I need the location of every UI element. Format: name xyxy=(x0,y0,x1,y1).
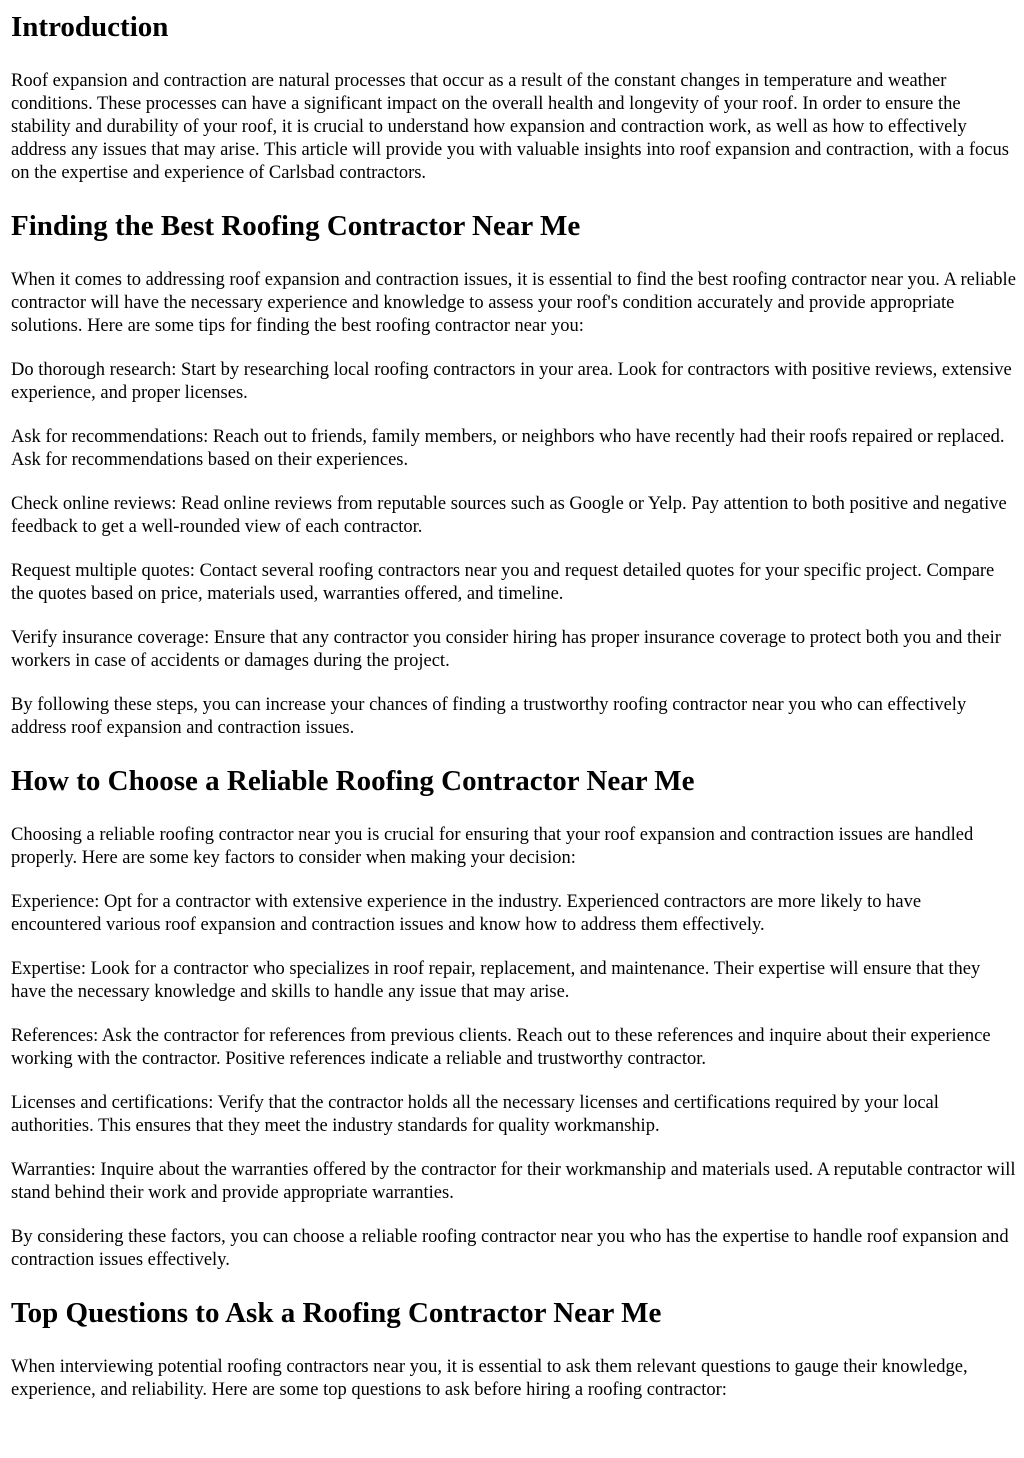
paragraph: Experience: Opt for a contractor with extensive experience in the industry. Experienced contractors are more likely to have encountered various roof expansion and contraction issues and know how to address them effectively. xyxy=(11,892,922,935)
section-heading-top-questions: Top Questions to Ask a Roofing Contractor Near Me xyxy=(11,1297,662,1329)
paragraph: By following these steps, you can increase your chances of finding a trustworthy roofing contractor near you who can effectively address roof expansion and contraction issues. xyxy=(11,695,967,738)
paragraph: Roof expansion and contraction are natural processes that occur as a result of the constant changes in temperature and weather conditions. These processes can have a significant impact on the overall health and longevity of your roof. In order to ensure the stability and durability of your roof, it is crucial to understand how expansion and contraction work, as well as how to effectively address any issues that may arise. This article will provide you with valuable insights into roof expansion and contraction, with a focus on the expertise and experience of Carlsbad contractors. xyxy=(11,71,1009,183)
article xyxy=(0,10,1024,1402)
paragraph: Ask for recommendations: Reach out to friends, family members, or neighbors who have recently had their roofs repaired or replaced. Ask for recommendations based on their experiences. xyxy=(11,427,1005,470)
paragraph: Check online reviews: Read online reviews from reputable sources such as Google or Yelp. Pay attention to both positive and negative feedback to get a well-rounded view of each contractor. xyxy=(11,494,1007,537)
section-heading-choose-reliable-contractor: How to Choose a Reliable Roofing Contractor Near Me xyxy=(11,765,695,797)
paragraph: Warranties: Inquire about the warranties offered by the contractor for their workmanship and materials used. A reputable contractor will stand behind their work and provide appropriate warranties. xyxy=(11,1160,1016,1203)
section-heading-introduction: Introduction xyxy=(11,11,169,43)
paragraph: Verify insurance coverage: Ensure that any contractor you consider hiring has proper insurance coverage to protect both you and their workers in case of accidents or damages during the project. xyxy=(11,628,1001,671)
paragraph: By considering these factors, you can choose a reliable roofing contractor near you who has the expertise to handle roof expansion and contraction issues effectively. xyxy=(11,1227,1009,1270)
paragraph: Do thorough research: Start by researching local roofing contractors in your area. Look for contractors with positive reviews, extensive experience, and proper licenses. xyxy=(11,360,1012,403)
paragraph: Request multiple quotes: Contact several roofing contractors near you and request detailed quotes for your specific project. Compare the quotes based on price, materials used, warranties offered, and timeline. xyxy=(11,561,995,604)
paragraph: Choosing a reliable roofing contractor near you is crucial for ensuring that your roof expansion and contraction issues are handled properly. Here are some key factors to consider when making your decision: xyxy=(11,825,974,868)
paragraph: Licenses and certifications: Verify that the contractor holds all the necessary licenses and certifications required by your local authorities. This ensures that they meet the industry standards for quality workmanship. xyxy=(11,1093,939,1136)
paragraph: References: Ask the contractor for references from previous clients. Reach out to these references and inquire about their experience working with the contractor. Positive references indicate a reliable and trustworthy contractor. xyxy=(11,1026,991,1069)
paragraph: Expertise: Look for a contractor who specializes in roof repair, replacement, and maintenance. Their expertise will ensure that they have the necessary knowledge and skills to handle any issue that may arise. xyxy=(11,959,981,1002)
section-heading-finding-best-contractor: Finding the Best Roofing Contractor Near Me xyxy=(11,210,581,242)
paragraph: When interviewing potential roofing contractors near you, it is essential to ask them relevant questions to gauge their knowledge, experience, and reliability. Here are some top questions to ask before hiring a roofing contractor: xyxy=(11,1357,968,1400)
paragraph: When it comes to addressing roof expansion and contraction issues, it is essential to find the best roofing contractor near you. A reliable contractor will have the necessary experience and knowledge to assess your roof's condition accurately and provide appropriate solutions. Here are some tips for finding the best roofing contractor near you: xyxy=(11,270,1016,336)
